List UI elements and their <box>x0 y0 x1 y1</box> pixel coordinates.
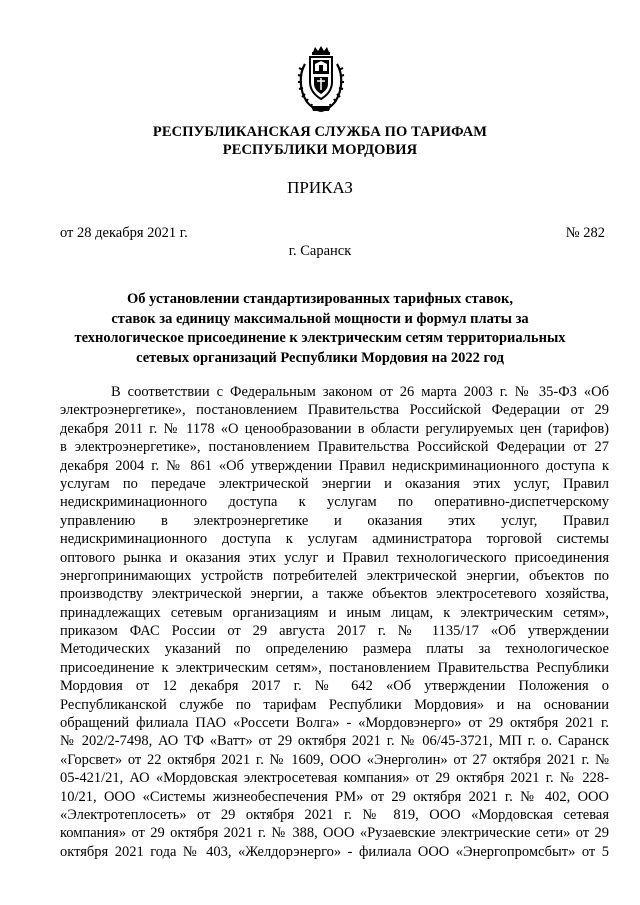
body-line: «Горсвет» от 22 октября 2021 г. № 1609, ООО «Энерголин» от 27 октября 2021 г. № <box>60 751 609 768</box>
body-line: обращений филиала ПАО «Россети Волга» - «Мордовэнерго» от 29 октября 2021 г. <box>60 715 609 732</box>
body-line: в электроэнергетике», постановлением Правительства Российской Федерации от 27 <box>60 439 609 456</box>
document-title <box>0 290 640 368</box>
body-line: декабря 2011 г. № 1178 «О ценообразовании в области регулируемых цен (тарифов) <box>60 420 609 437</box>
document-date: от 28 декабря 2021 г. <box>60 225 188 241</box>
title-line: технологическое присоединение к электрическим сетям территориальных <box>74 330 566 346</box>
body-line: декабря 2004 г. № 861 «Об утверждении Правил недискриминационного доступа к <box>60 457 609 474</box>
body-line: Республиканской службе по тарифам Республики Мордовия» и на основании <box>60 696 609 713</box>
document-body <box>60 383 609 861</box>
body-line: услугам по передаче электрической энергии и оказания этих услуг, Правил <box>60 475 609 492</box>
body-line: Методических указаний по определению размера платы за технологическое <box>60 641 609 658</box>
body-line: недискриминационного доступа к услугам по оперативно-диспетчерскому <box>60 494 609 511</box>
body-line: энергопринимающих устройств потребителей электрической энергии, объектов по <box>60 567 609 584</box>
body-line: оптового рынка и оказания этих услуг и Правил технологического присоединения <box>60 549 609 566</box>
body-line: октября 2021 года № 403, «Желдорэнерго» - филиала ООО «Энергопромсбыт» от 5 <box>60 843 609 860</box>
organization-name-line-2: РЕСПУБЛИКИ МОРДОВИЯ <box>222 142 418 158</box>
document-number: № 282 <box>565 225 605 241</box>
body-line: приказом ФАС России от 29 августа 2017 г. № 1135/17 «Об утверждении <box>60 623 609 640</box>
body-line: В соответствии с Федеральным законом от 26 марта 2003 г. № 35-ФЗ «Об <box>111 384 609 400</box>
title-line: Об установлении стандартизированных тарифных ставок, <box>127 291 513 307</box>
body-line: присоединение к электрическим сетям», постановлением Правительства Республики <box>60 659 609 676</box>
body-line: 05-421/21, АО «Мордовская электросетевая компания» от 29 октября 2021 г. № 228- <box>60 770 609 787</box>
body-line: 10/21, ООО «Системы жизнеобеспечения РМ» от 29 октября 2021 г. № 402, ООО <box>60 788 609 805</box>
body-line: производству электрической энергии, а также объектов электросетевого хозяйства, <box>60 586 609 603</box>
body-line: компания» от 29 октября 2021 г. № 388, ООО «Рузаевские электрические сети» от 29 <box>60 825 609 842</box>
body-line: принадлежащих сетевым организациям и иным лицам, к электрическим сетям», <box>60 604 609 621</box>
title-line: сетевых организаций Республики Мордовия на 2022 год <box>136 349 504 366</box>
body-line: управлению в электроэнергетике и оказания этих услуг, Правил <box>60 512 609 529</box>
body-line: недискриминационного доступа к услугам администратора торговой системы <box>60 531 609 548</box>
body-line: «Электротеплосеть» от 29 октября 2021 г. № 819, ООО «Мордовская сетевая <box>60 806 609 823</box>
organization-name-line-1: РЕСПУБЛИКАНСКАЯ СЛУЖБА ПО ТАРИФАМ <box>152 124 488 140</box>
body-line: № 202/2-7498, АО ТФ «Ватт» от 29 октября 2021 г. № 06/45-3721, МП г. о. Саранск <box>60 733 609 750</box>
body-line: Мордовия от 12 декабря 2017 г. № 642 «Об утверждении Положения о <box>60 678 609 695</box>
document-city: г. Саранск <box>288 243 352 259</box>
body-line: электроэнергетике», постановлением Правительства Российской Федерации от 29 <box>60 402 609 419</box>
document-type: ПРИКАЗ <box>287 178 353 197</box>
coat-of-arms-icon <box>295 44 347 116</box>
title-line: ставок за единицу максимальной мощности и формул платы за <box>111 310 529 327</box>
